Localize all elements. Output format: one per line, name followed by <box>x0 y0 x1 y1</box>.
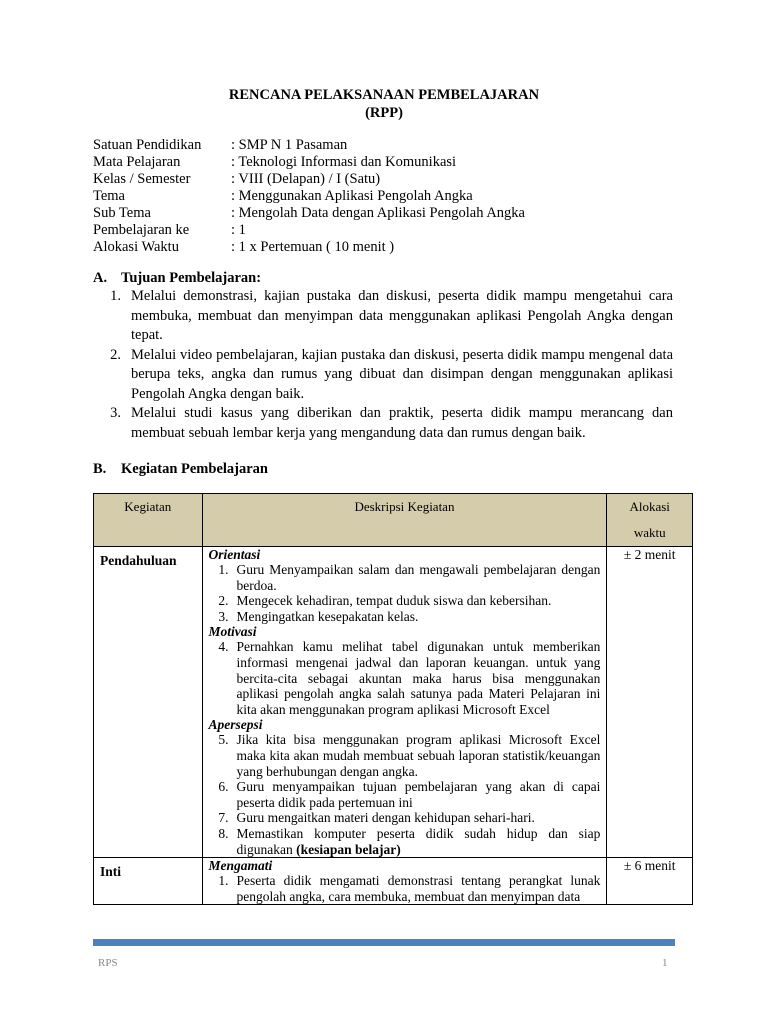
footer-label: RPS <box>98 957 118 969</box>
step-text: Memastikan komputer peserta didik sudah hidup dan siap digunakan <box>236 825 601 857</box>
list-item <box>93 346 673 405</box>
header-alokasi <box>607 494 693 547</box>
step-text: Jika kita bisa menggunakan program aplikasi Microsoft Excel maka kita akan mudah membuat sebuah laporan statistik/keuangan yang berhubungan dengan angka. <box>236 732 601 779</box>
step-item <box>209 609 601 625</box>
list-text: Melalui studi kasus yang diberikan dan praktik, peserta didik mampu merancang dan membuat sebuah lembar kerja yang mengandung data dan rumus dengan baik. <box>131 405 673 441</box>
identity-block <box>93 137 693 256</box>
step-item <box>209 779 601 810</box>
identity-label: Satuan Pendidikan <box>93 137 202 153</box>
identity-label: Mata Pelajaran <box>93 154 181 170</box>
step-number: 4. <box>218 639 229 655</box>
identity-label: Sub Tema <box>93 205 151 221</box>
identity-value: : VIII (Delapan) / I (Satu) <box>231 171 381 187</box>
list-number: 1. <box>110 288 121 304</box>
identity-row <box>93 222 693 239</box>
step-number: 6. <box>218 779 229 795</box>
section-letter: B. <box>93 461 107 477</box>
step-item <box>209 732 601 779</box>
step-number: 8. <box>218 825 229 841</box>
subheading-orientasi: Orientasi <box>208 547 261 562</box>
header-kegiatan: Kegiatan <box>94 494 203 547</box>
time-cell: ± 2 menit <box>607 547 693 858</box>
section-letter: A. <box>93 270 108 286</box>
section-heading <box>93 461 673 478</box>
footer-bar <box>93 939 675 946</box>
section-heading <box>93 270 673 287</box>
identity-value: : Mengolah Data dengan Aplikasi Pengolah Angka <box>231 205 525 221</box>
step-text-wrap <box>237 826 601 857</box>
step-text: Mengingatkan kesepakatan kelas. <box>236 608 419 624</box>
identity-value: : Menggunakan Aplikasi Pengolah Angka <box>231 188 473 204</box>
activity-table <box>93 493 693 905</box>
identity-label: Kelas / Semester <box>93 171 191 187</box>
table-row-pendahuluan <box>94 547 693 858</box>
step-text: Pernahkan kamu melihat tabel digunakan untuk memberikan informasi mengenai jadwal dan laporan keuangan. untuk yang bercita-cita sebagai akuntan maka harus bisa menggunakan aplikasi pengolah angka salah satunya pada Materi Pelajaran ini kita akan menggunakan program aplikasi Microsoft Excel <box>236 639 601 717</box>
identity-row <box>93 205 693 222</box>
list-number: 3. <box>110 405 121 421</box>
identity-row <box>93 188 693 205</box>
phase-cell: Pendahuluan <box>94 547 203 858</box>
step-item <box>209 593 601 609</box>
table-header-row <box>94 494 693 547</box>
header-alokasi-line2: waktu <box>633 525 666 540</box>
list-number: 2. <box>110 346 121 363</box>
step-text: Guru mengaitkan materi dengan kehidupan sehari-hari. <box>236 810 535 826</box>
step-text-bold: (kesiapan belajar) <box>296 841 401 857</box>
identity-value: : Teknologi Informasi dan Komunikasi <box>231 154 457 170</box>
step-number: 5. <box>218 732 229 748</box>
description-cell <box>202 858 607 905</box>
step-item <box>209 826 601 857</box>
step-item <box>209 639 601 717</box>
list-item <box>93 404 673 443</box>
list-item <box>93 287 673 346</box>
time-cell: ± 6 menit <box>607 858 693 905</box>
objective-list <box>93 287 673 443</box>
section-tujuan <box>93 270 673 443</box>
identity-value: : SMP N 1 Pasaman <box>231 137 348 153</box>
document-title <box>0 86 768 122</box>
phase-cell: Inti <box>94 858 203 905</box>
step-text: Guru Menyampaikan salam dan mengawali pembelajaran dengan berdoa. <box>236 562 601 593</box>
identity-row <box>93 239 693 256</box>
step-item <box>209 810 601 826</box>
step-item <box>209 562 601 593</box>
section-kegiatan <box>93 461 673 478</box>
list-text: Melalui demonstrasi, kajian pustaka dan diskusi, peserta didik mampu mengetahui cara membuka, membuat dan menyimpan data menggunakan aplikasi Pengolah Angka dengan tepat. <box>131 288 673 343</box>
identity-row <box>93 171 693 188</box>
step-text: Peserta didik mengamati demonstrasi tentang perangkat lunak pengolah angka, cara membuka, membuat dan menyimpan data <box>236 873 601 904</box>
step-number: 1. <box>218 873 229 889</box>
step-number: 1. <box>218 562 229 577</box>
identity-value: : 1 x Pertemuan ( 10 menit ) <box>231 239 395 255</box>
identity-label: Tema <box>93 188 125 204</box>
title-line-2: (RPP) <box>365 105 403 121</box>
step-text: Guru menyampaikan tujuan pembelajaran yang akan di capai peserta didik pada pertemuan ini <box>236 779 601 810</box>
page-number: 1 <box>662 957 668 969</box>
identity-row <box>93 154 693 171</box>
step-number: 2. <box>218 593 229 609</box>
section-title: Tujuan Pembelajaran: <box>121 270 262 286</box>
description-cell <box>202 547 607 858</box>
table-row-inti <box>94 858 693 905</box>
identity-row <box>93 137 693 154</box>
list-text: Melalui video pembelajaran, kajian pustaka dan diskusi, peserta didik mampu mengenal data berupa teks, angka dan rumus yang dibuat dan disimpan dengan menggunakan aplikasi Pengolah Angka dengan baik. <box>131 346 673 402</box>
header-deskripsi: Deskripsi Kegiatan <box>202 494 607 547</box>
identity-label: Pembelajaran ke <box>93 222 190 238</box>
step-number: 7. <box>218 810 229 826</box>
subheading-mengamati: Mengamati <box>208 858 273 874</box>
step-item <box>209 873 601 904</box>
title-line-1: RENCANA PELAKSANAAN PEMBELAJARAN <box>228 87 540 103</box>
subheading-motivasi: Motivasi <box>208 624 257 640</box>
subheading-apersepsi: Apersepsi <box>208 717 263 733</box>
step-number: 3. <box>218 608 229 624</box>
identity-label: Alokasi Waktu <box>93 239 179 255</box>
header-alokasi-line1: Alokasi <box>629 499 670 514</box>
step-text: Mengecek kehadiran, tempat duduk siswa dan kebersihan. <box>236 593 552 609</box>
section-title: Kegiatan Pembelajaran <box>121 461 268 477</box>
identity-value: : 1 <box>231 222 246 238</box>
